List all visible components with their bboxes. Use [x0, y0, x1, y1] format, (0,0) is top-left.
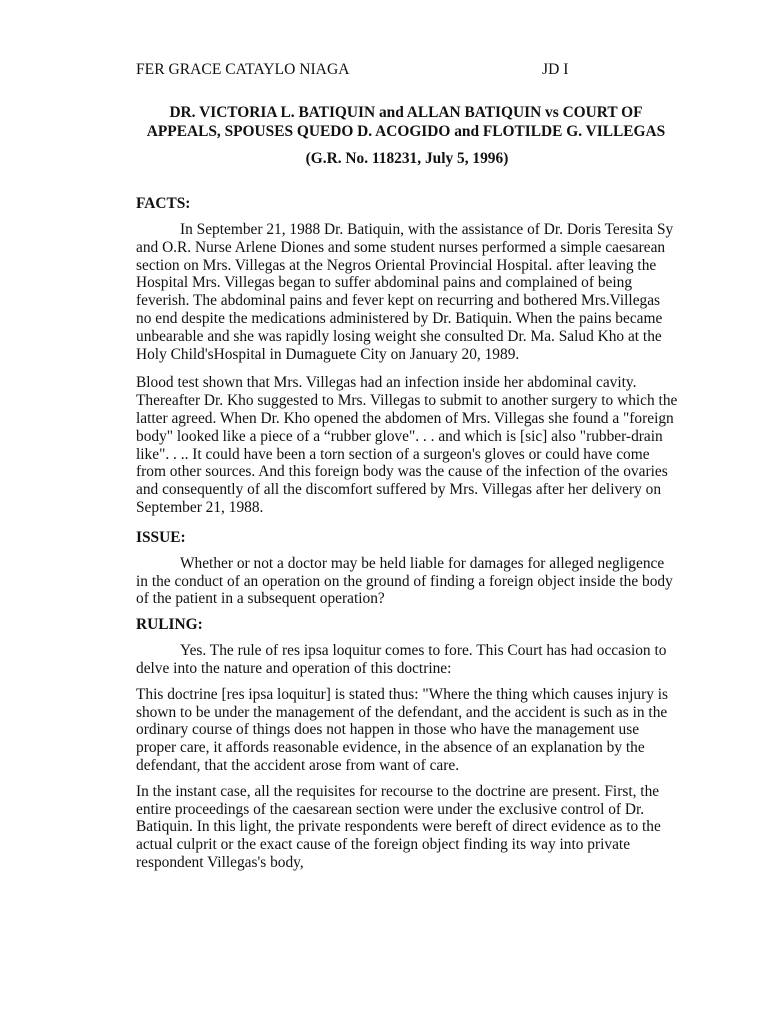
- case-title: DR. VICTORIA L. BATIQUIN and ALLAN BATIQUIN vs COURT OF APPEALS, SPOUSES QUEDO D. ACOGIDO and FLOTILDE G. VILLEGAS: [146, 104, 666, 140]
- page-header: [136, 61, 678, 83]
- ruling-paragraph-1: Yes. The rule of res ipsa loquitur comes to fore. This Court has had occasion to delve into the nature and operation of this doctrine:: [136, 642, 667, 677]
- student-name: FER GRACE CATAYLO NIAGA: [136, 61, 350, 78]
- issue-heading: ISSUE:: [136, 528, 186, 546]
- ruling-heading: RULING:: [136, 616, 203, 634]
- issue-paragraph: Whether or not a doctor may be held liable for damages for alleged negligence in the conduct of an operation on the ground of finding a foreign object inside the body of the patient in a subsequent operation?: [136, 554, 673, 608]
- case-citation: (G.R. No. 118231, July 5, 1996): [305, 150, 509, 167]
- facts-heading: FACTS:: [136, 195, 191, 212]
- ruling-paragraph-2: This doctrine [res ipsa loquitur] is stated thus: "Where the thing which causes injury is shown to be under the management of the defendant, and the accident is such as in the ordinary course of things does not happen in those who have the management use proper care, it affords reasonable evidence, in the absence of an explanation by the defendant, that the accident arose from want of care.: [136, 685, 669, 774]
- facts-paragraph-1: In September 21, 1988 Dr. Batiquin, with the assistance of Dr. Doris Teresita Sy and O.R. Nurse Arlene Diones and some student nurses performed a simple caesarean section on Mrs. Villegas at the Negros Oriental Provincial Hospital. after leaving the Hospital Mrs. Villegas began to suffer abdominal pains and complained of being feverish. The abdominal pains and fever kept on recurring and bothered Mrs.Villegas no end despite the medications administered by Dr. Batiquin. When the pains became unbearable and she was rapidly losing weight she consulted Dr. Ma. Salud Kho at the Holy Child'sHospital in Dumaguete City on January 20, 1989.: [136, 221, 674, 363]
- facts-paragraph-2: Blood test shown that Mrs. Villegas had an infection inside her abdominal cavity. Thereafter Dr. Kho suggested to Mrs. Villegas to submit to another surgery to which the latter agreed. When Dr. Kho opened the abdomen of Mrs. Villegas she found a "foreign body" looked like a piece of a “rubber glove". . . and which is [sic] also "rubber-drain like". . .. It could have been a torn section of a surgeon's gloves or could have come from other sources. And this foreign body was the cause of the infection of the ovaries and consequently of all the discomfort suffered by Mrs. Villegas after her delivery on September 21, 1988.: [136, 374, 678, 516]
- year-level: JD I: [542, 61, 569, 78]
- ruling-paragraph-3: In the instant case, all the requisites for recourse to the doctrine are present. First, the entire proceedings of the caesarean section were under the exclusive control of Dr. Batiquin. In this light, the private respondents were bereft of direct evidence as to the actual culprit or the exact cause of the foreign object finding its way into private respondent Villegas's body,: [136, 782, 661, 871]
